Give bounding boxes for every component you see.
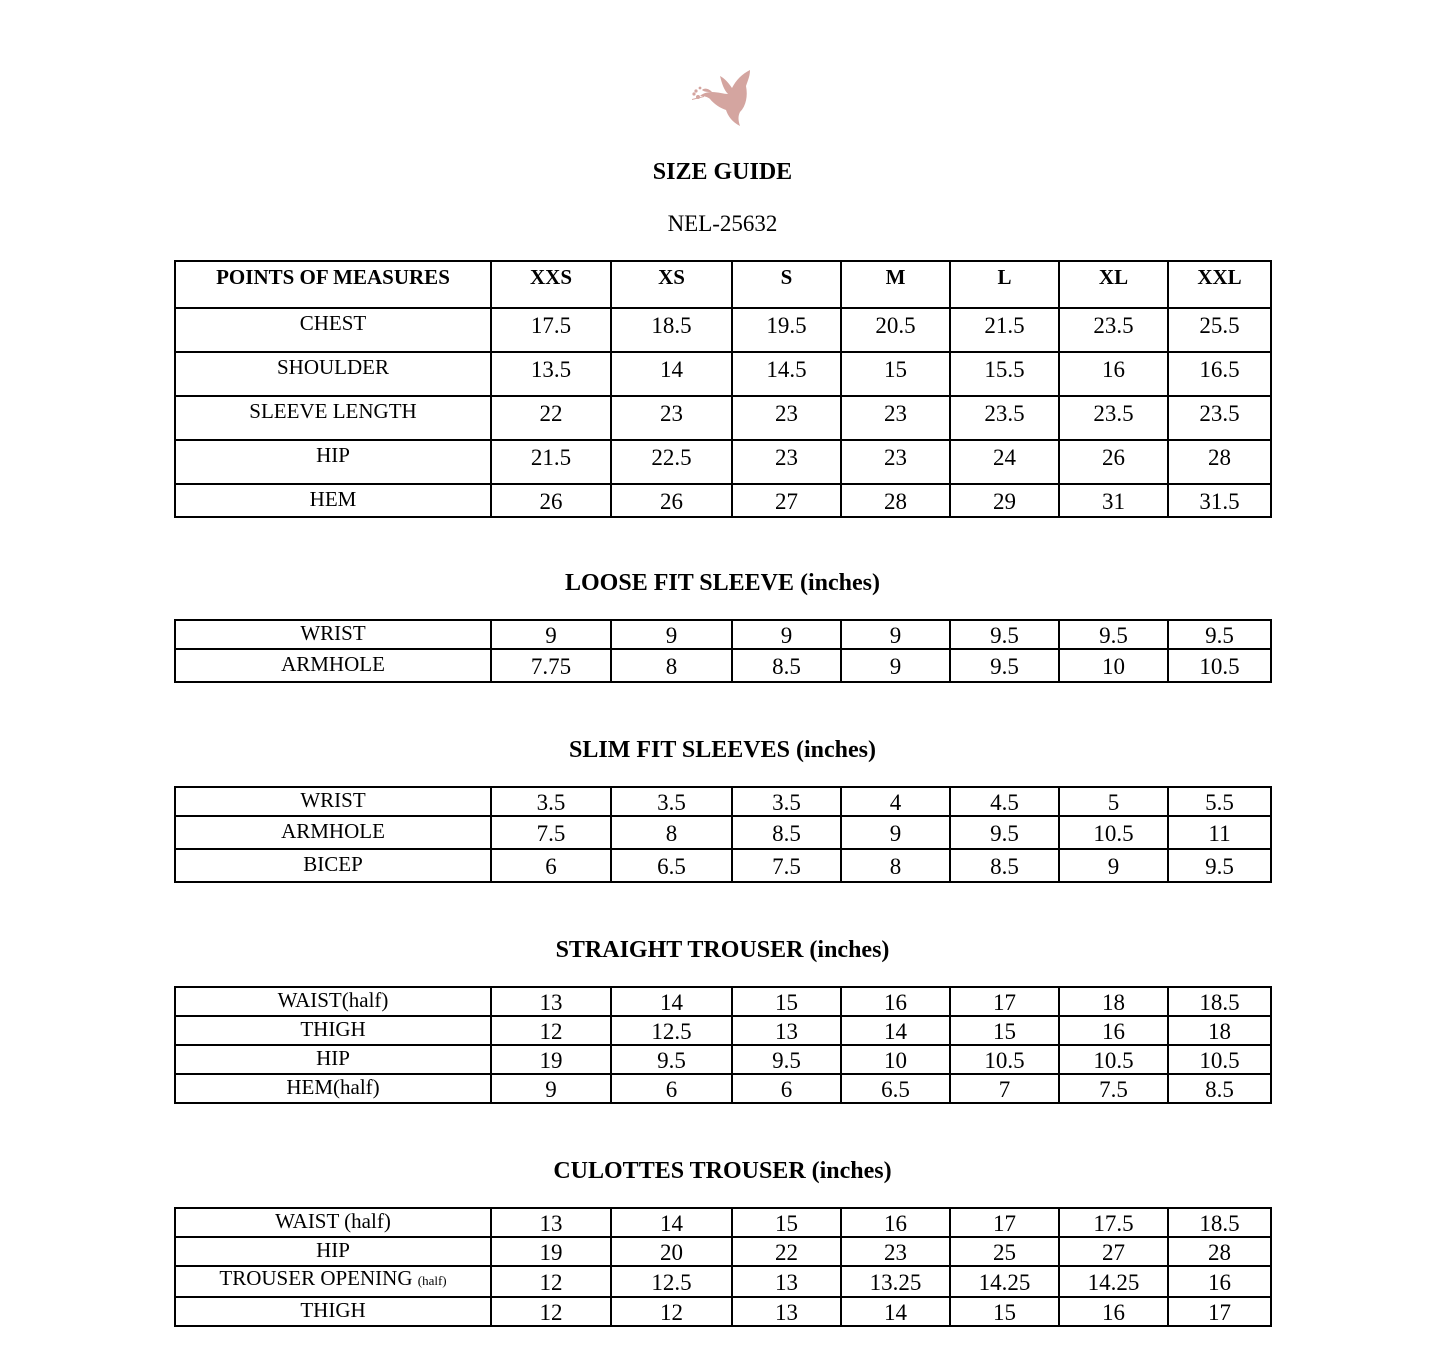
size-value-cell: 6 <box>611 1074 732 1103</box>
size-value-cell: 23.5 <box>1168 396 1271 440</box>
size-value-cell: 12 <box>611 1297 732 1326</box>
size-value-cell: 13 <box>732 1297 841 1326</box>
row-label <box>175 620 491 649</box>
size-value-cell: 9 <box>1059 849 1168 882</box>
row-label <box>175 849 491 882</box>
size-value-cell: 8 <box>611 816 732 849</box>
size-value-cell: 15 <box>732 1208 841 1237</box>
size-value-cell: 23 <box>841 396 950 440</box>
row-label-text: HEM(half) <box>286 1074 380 1099</box>
column-header-size: M <box>841 261 950 308</box>
table-row <box>175 1016 1271 1045</box>
table-row <box>175 1074 1271 1103</box>
size-value-cell: 31 <box>1059 484 1168 517</box>
row-label-text: THIGH <box>300 1297 366 1322</box>
size-value-cell: 16 <box>1168 1266 1271 1297</box>
size-value-cell: 6 <box>491 849 611 882</box>
size-value-cell: 26 <box>1059 440 1168 484</box>
size-value-cell: 15 <box>950 1297 1059 1326</box>
size-value-cell: 21.5 <box>491 440 611 484</box>
size-value-cell: 17.5 <box>491 308 611 352</box>
table-row <box>175 649 1271 682</box>
column-header-size: XS <box>611 261 732 308</box>
size-value-cell: 13.5 <box>491 352 611 396</box>
size-value-cell: 31.5 <box>1168 484 1271 517</box>
size-value-cell: 19 <box>491 1045 611 1074</box>
table-row <box>175 620 1271 649</box>
column-header-size: L <box>950 261 1059 308</box>
size-value-cell: 12.5 <box>611 1016 732 1045</box>
size-value-cell: 27 <box>732 484 841 517</box>
size-value-cell: 14 <box>841 1297 950 1326</box>
size-value-cell: 10 <box>841 1045 950 1074</box>
size-value-cell: 12 <box>491 1016 611 1045</box>
size-value-cell: 11 <box>1168 816 1271 849</box>
size-value-cell: 27 <box>1059 1237 1168 1266</box>
size-value-cell: 10 <box>1059 649 1168 682</box>
size-value-cell: 23 <box>841 1237 950 1266</box>
size-value-cell: 3.5 <box>732 787 841 816</box>
slim-fit-sleeves-title: SLIM FIT SLEEVES (inches) <box>569 737 876 763</box>
row-label-text: WRIST <box>300 620 366 645</box>
size-value-cell: 3.5 <box>611 787 732 816</box>
size-value-cell: 9 <box>841 620 950 649</box>
size-value-cell: 13 <box>491 1208 611 1237</box>
size-value-cell: 13.25 <box>841 1266 950 1297</box>
dove-logo-icon <box>690 66 754 128</box>
row-label-text: HEM <box>309 487 357 511</box>
size-value-cell: 23.5 <box>1059 308 1168 352</box>
slim-fit-sleeves-table <box>174 786 1272 883</box>
size-value-cell: 10.5 <box>1168 1045 1271 1074</box>
size-value-cell: 20.5 <box>841 308 950 352</box>
row-label <box>175 308 491 352</box>
size-value-cell: 28 <box>841 484 950 517</box>
row-label-text: TROUSER OPENING <box>219 1266 413 1290</box>
row-label-text: WAIST (half) <box>275 1208 391 1233</box>
size-value-cell: 8.5 <box>1168 1074 1271 1103</box>
row-label <box>175 816 491 849</box>
size-value-cell: 16 <box>1059 1016 1168 1045</box>
size-value-cell: 3.5 <box>491 787 611 816</box>
size-value-cell: 14.25 <box>950 1266 1059 1297</box>
row-label-text: ARMHOLE <box>281 651 385 676</box>
size-value-cell: 23.5 <box>950 396 1059 440</box>
column-header-size: XXS <box>491 261 611 308</box>
size-value-cell: 14 <box>611 352 732 396</box>
size-value-cell: 18.5 <box>611 308 732 352</box>
size-value-cell: 8.5 <box>732 649 841 682</box>
size-value-cell: 5.5 <box>1168 787 1271 816</box>
size-value-cell: 8 <box>611 649 732 682</box>
row-label-text: SLEEVE LENGTH <box>249 399 417 423</box>
row-label <box>175 440 491 484</box>
size-value-cell: 23.5 <box>1059 396 1168 440</box>
row-label-text: WAIST(half) <box>277 987 389 1012</box>
size-value-cell: 5 <box>1059 787 1168 816</box>
size-value-cell: 15 <box>841 352 950 396</box>
size-value-cell: 8 <box>841 849 950 882</box>
size-value-cell: 13 <box>732 1266 841 1297</box>
size-value-cell: 12.5 <box>611 1266 732 1297</box>
size-value-cell: 8.5 <box>950 849 1059 882</box>
row-label <box>175 1237 491 1266</box>
row-label-text: SHOULDER <box>276 355 389 379</box>
page-title: SIZE GUIDE <box>652 159 793 185</box>
size-value-cell: 7.5 <box>732 849 841 882</box>
size-value-cell: 28 <box>1168 440 1271 484</box>
size-value-cell: 6 <box>732 1074 841 1103</box>
table-row <box>175 1237 1271 1266</box>
size-value-cell: 10.5 <box>1059 1045 1168 1074</box>
column-header-size: XXL <box>1168 261 1271 308</box>
size-value-cell: 21.5 <box>950 308 1059 352</box>
size-value-cell: 14.5 <box>732 352 841 396</box>
table-header-row <box>175 261 1271 308</box>
row-label <box>175 1045 491 1074</box>
table-row <box>175 352 1271 396</box>
size-value-cell: 24 <box>950 440 1059 484</box>
table-row <box>175 484 1271 517</box>
product-code: NEL-25632 <box>667 211 778 236</box>
size-value-cell: 23 <box>732 396 841 440</box>
size-value-cell: 9 <box>841 816 950 849</box>
culottes-trouser-table <box>174 1207 1272 1327</box>
size-value-cell: 9 <box>732 620 841 649</box>
size-value-cell: 14 <box>611 1208 732 1237</box>
size-value-cell: 4 <box>841 787 950 816</box>
size-value-cell: 17 <box>950 987 1059 1016</box>
size-value-cell: 6.5 <box>611 849 732 882</box>
straight-trouser-title: STRAIGHT TROUSER (inches) <box>555 937 890 963</box>
row-label <box>175 484 491 517</box>
size-value-cell: 22 <box>491 396 611 440</box>
size-value-cell: 9.5 <box>950 620 1059 649</box>
size-value-cell: 25.5 <box>1168 308 1271 352</box>
size-value-cell: 19 <box>491 1237 611 1266</box>
table-row <box>175 816 1271 849</box>
size-value-cell: 9.5 <box>611 1045 732 1074</box>
size-value-cell: 13 <box>732 1016 841 1045</box>
size-value-cell: 10.5 <box>950 1045 1059 1074</box>
size-value-cell: 6.5 <box>841 1074 950 1103</box>
size-value-cell: 10.5 <box>1168 649 1271 682</box>
size-value-cell: 14 <box>611 987 732 1016</box>
row-label <box>175 649 491 682</box>
column-header-size: XL <box>1059 261 1168 308</box>
size-value-cell: 14.25 <box>1059 1266 1168 1297</box>
column-header-size: S <box>732 261 841 308</box>
size-value-cell: 23 <box>841 440 950 484</box>
size-value-cell: 16 <box>841 1208 950 1237</box>
row-label <box>175 1074 491 1103</box>
size-value-cell: 12 <box>491 1297 611 1326</box>
row-label-text: WRIST <box>300 787 366 812</box>
size-value-cell: 22.5 <box>611 440 732 484</box>
row-label <box>175 787 491 816</box>
size-value-cell: 18.5 <box>1168 1208 1271 1237</box>
row-label-suffix: (half) <box>417 1273 447 1288</box>
size-value-cell: 9.5 <box>1059 620 1168 649</box>
culottes-trouser-title: CULOTTES TROUSER (inches) <box>553 1158 892 1184</box>
size-value-cell: 15 <box>732 987 841 1016</box>
row-label-text: BICEP <box>303 851 363 876</box>
size-value-cell: 17 <box>950 1208 1059 1237</box>
row-label <box>175 1016 491 1045</box>
size-value-cell: 19.5 <box>732 308 841 352</box>
size-value-cell: 22 <box>732 1237 841 1266</box>
size-value-cell: 14 <box>841 1016 950 1045</box>
size-value-cell: 25 <box>950 1237 1059 1266</box>
column-header-measure: POINTS OF MEASURES <box>175 261 491 308</box>
size-value-cell: 28 <box>1168 1237 1271 1266</box>
size-value-cell: 13 <box>491 987 611 1016</box>
size-value-cell: 7.5 <box>491 816 611 849</box>
table-row <box>175 787 1271 816</box>
row-label <box>175 396 491 440</box>
size-value-cell: 15 <box>950 1016 1059 1045</box>
row-label-text: HIP <box>316 1237 350 1262</box>
size-value-cell: 17.5 <box>1059 1208 1168 1237</box>
size-value-cell: 18 <box>1168 1016 1271 1045</box>
size-value-cell: 16 <box>1059 1297 1168 1326</box>
size-measures-table <box>174 260 1272 518</box>
table-row <box>175 308 1271 352</box>
size-value-cell: 9 <box>491 620 611 649</box>
size-value-cell: 9.5 <box>950 816 1059 849</box>
size-value-cell: 9.5 <box>950 649 1059 682</box>
row-label-text: CHEST <box>299 311 367 335</box>
row-label <box>175 1266 491 1297</box>
size-value-cell: 9.5 <box>1168 849 1271 882</box>
size-value-cell: 9 <box>491 1074 611 1103</box>
table-row <box>175 1045 1271 1074</box>
size-value-cell: 7.75 <box>491 649 611 682</box>
table-row <box>175 849 1271 882</box>
size-value-cell: 9.5 <box>1168 620 1271 649</box>
size-value-cell: 7 <box>950 1074 1059 1103</box>
table-row <box>175 987 1271 1016</box>
size-value-cell: 23 <box>732 440 841 484</box>
row-label <box>175 987 491 1016</box>
size-value-cell: 9 <box>841 649 950 682</box>
size-value-cell: 18.5 <box>1168 987 1271 1016</box>
size-value-cell: 16 <box>1059 352 1168 396</box>
table-row <box>175 1208 1271 1237</box>
size-value-cell: 17 <box>1168 1297 1271 1326</box>
size-value-cell: 29 <box>950 484 1059 517</box>
size-value-cell: 9.5 <box>732 1045 841 1074</box>
table-row <box>175 440 1271 484</box>
table-row <box>175 1266 1271 1297</box>
size-value-cell: 7.5 <box>1059 1074 1168 1103</box>
size-value-cell: 10.5 <box>1059 816 1168 849</box>
size-value-cell: 23 <box>611 396 732 440</box>
table-row <box>175 396 1271 440</box>
row-label <box>175 352 491 396</box>
row-label-text: THIGH <box>300 1016 366 1041</box>
size-value-cell: 16.5 <box>1168 352 1271 396</box>
row-label-text: ARMHOLE <box>281 818 385 843</box>
row-label <box>175 1297 491 1326</box>
size-value-cell: 9 <box>611 620 732 649</box>
size-value-cell: 4.5 <box>950 787 1059 816</box>
size-value-cell: 8.5 <box>732 816 841 849</box>
size-value-cell: 20 <box>611 1237 732 1266</box>
size-value-cell: 16 <box>841 987 950 1016</box>
loose-fit-sleeve-title: LOOSE FIT SLEEVE (inches) <box>565 570 880 596</box>
row-label-text: HIP <box>316 443 350 467</box>
row-label <box>175 1208 491 1237</box>
size-value-cell: 15.5 <box>950 352 1059 396</box>
size-value-cell: 18 <box>1059 987 1168 1016</box>
straight-trouser-table <box>174 986 1272 1104</box>
size-value-cell: 26 <box>491 484 611 517</box>
table-row <box>175 1297 1271 1326</box>
size-value-cell: 26 <box>611 484 732 517</box>
size-value-cell: 12 <box>491 1266 611 1297</box>
row-label-text: HIP <box>316 1045 350 1070</box>
loose-fit-sleeve-table <box>174 619 1272 683</box>
